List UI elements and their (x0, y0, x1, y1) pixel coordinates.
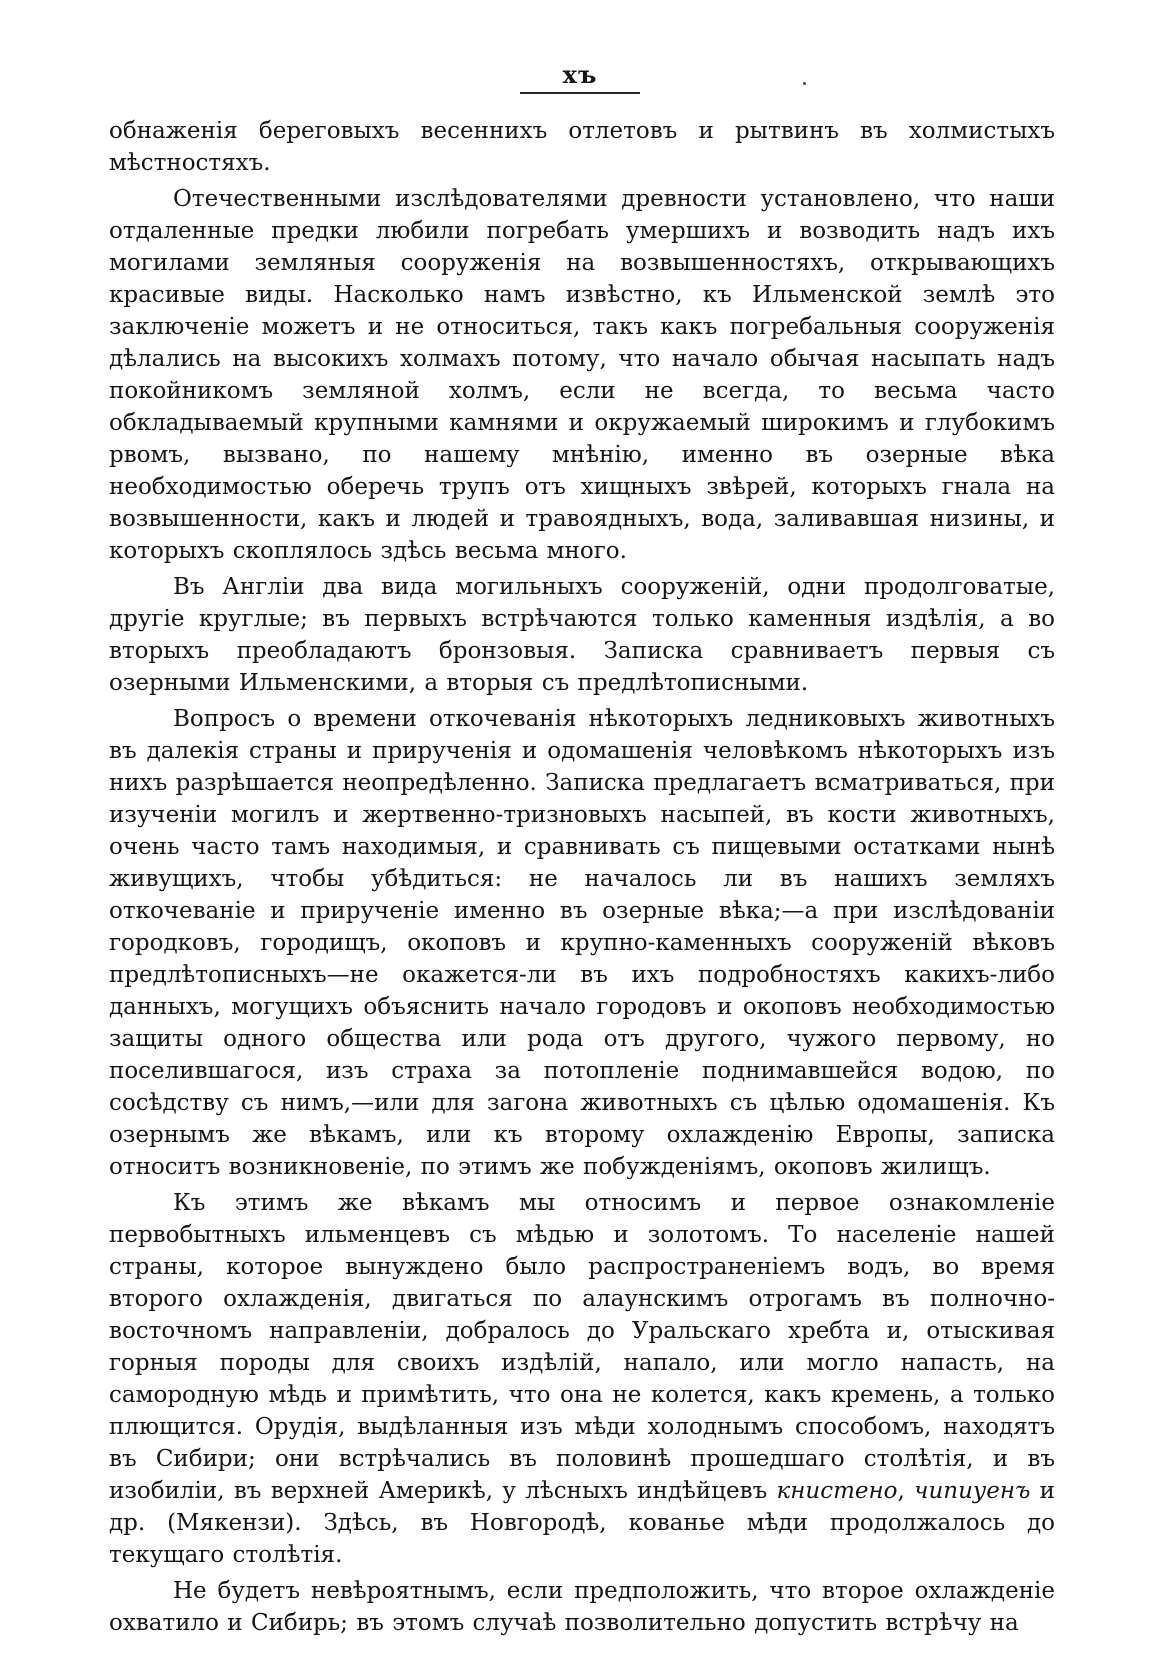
page-number: xъ (562, 60, 598, 89)
paragraph-p0 (109, 115, 1055, 179)
italic-term: чипиуенъ (914, 1478, 1031, 1504)
text-run: Вопросъ о времени откочеванія нѣкоторыхъ ледниковыхъ животныхъ въ далекія страны и прирученія и одомашенія человѣкомъ нѣкоторыхъ изъ нихъ разрѣшается неопредѣленно. Записка предлагаетъ всматриваться, при изученіи могилъ и жертвенно-тризновыхъ насыпей, въ кости животныхъ, очень часто тамъ находимыя, и сравнивать съ пищевыми остатками нынѣ живущихъ, чтобы убѣдиться: не началось ли въ нашихъ земляхъ откочеваніе и прирученіе именно въ озерные вѣка;—а при изслѣдованіи городковъ, городищъ, окоповъ и крупно-каменныхъ сооруженій вѣковъ предлѣтописныхъ—не окажется-ли въ ихъ подробностяхъ какихъ-либо данныхъ, могущихъ объяснить начало городовъ и окоповъ необходимостью защиты одного общества или рода отъ другого, чужого первому, но поселившагося, изъ страха за потопленіе поднимавшейся водою, по сосѣдству съ нимъ,—или для загона животныхъ съ цѣлью одомашенія. Къ озернымъ же вѣкамъ, или къ второму охлажденію Европы, записка относитъ возникновеніе, по этимъ же побужденіямъ, окоповъ жилищъ. (109, 706, 1055, 1180)
paragraph-p4 (109, 1187, 1055, 1571)
paragraph-p1 (109, 183, 1055, 567)
paragraph-p3 (109, 703, 1055, 1183)
print-speck (803, 82, 806, 85)
text-run: и др. (Мякензи). Здѣсь, въ Новгородѣ, кованье мѣди продолжалось до текущаго столѣтія. (109, 1478, 1056, 1568)
header-rule (520, 92, 640, 94)
page-header (0, 58, 1172, 98)
paragraph-p2 (109, 571, 1055, 699)
italic-term: книстено (776, 1478, 898, 1504)
text-run: Въ Англіи два вида могильныхъ сооруженій, одни продолговатые, другіе круглые; въ первыхъ встрѣчаются только каменныя издѣлія, а во вторыхъ преобладаютъ бронзовыя. Записка сравниваетъ первыя съ озерными Ильменскими, а вторыя съ предлѣтописными. (109, 574, 1055, 696)
text-body (109, 115, 1055, 1639)
text-run: Не будетъ невѣроятнымъ, если предположить, что второе охлажденіе охватило и Сибирь; въ этомъ случаѣ позволительно допустить встрѣчу на (109, 1578, 1055, 1636)
paragraph-p5 (109, 1575, 1055, 1639)
text-run: Къ этимъ же вѣкамъ мы относимъ и первое ознакомленіе первобытныхъ ильменцевъ съ мѣдью и золотомъ. То населеніе нашей страны, которое вынуждено было распространеніемъ водъ, во время второго охлажденія, двигаться по алаунскимъ отрогамъ въ полночно-восточномъ направленіи, добралось до Уральскаго хребта и, отыскивая горныя породы для своихъ издѣлій, напало, или могло напасть, на самородную мѣдь и примѣтить, что она не колется, какъ кремень, а только плющится. Орудія, выдѣланныя изъ мѣди холоднымъ способомъ, находятъ въ Сибири; они встрѣчались въ половинѣ прошедшаго столѣтія, и въ изобиліи, въ верхней Америкѣ, у лѣсныхъ индѣйцевъ (109, 1190, 1055, 1504)
text-run: Отечественными изслѣдователями древности установлено, что наши отдаленные предки любили погребать умершихъ и возводить надъ ихъ могилами земляныя сооруженія на возвышенностяхъ, открывающихъ красивые виды. Насколько намъ извѣстно, къ Ильменской землѣ это заключеніе можетъ и не относиться, такъ какъ погребальныя сооруженія дѣлались на высокихъ холмахъ потому, что начало обычая насыпать надъ покойникомъ земляной холмъ, если не всегда, то весьма часто обкладываемый крупными камнями и окружаемый широкимъ и глубокимъ рвомъ, вызвано, по нашему мнѣнію, именно въ озерные вѣка необходимостью оберечь трупъ отъ хищныхъ звѣрей, которыхъ гнала на возвышенности, какъ и людей и травоядныхъ, вода, заливавшая низины, и которыхъ скоплялось здѣсь весьма много. (109, 186, 1055, 564)
text-run: обнаженія береговыхъ весеннихъ отлетовъ и рытвинъ въ холмистыхъ мѣстностяхъ. (109, 118, 1055, 176)
text-run: , (897, 1478, 915, 1504)
